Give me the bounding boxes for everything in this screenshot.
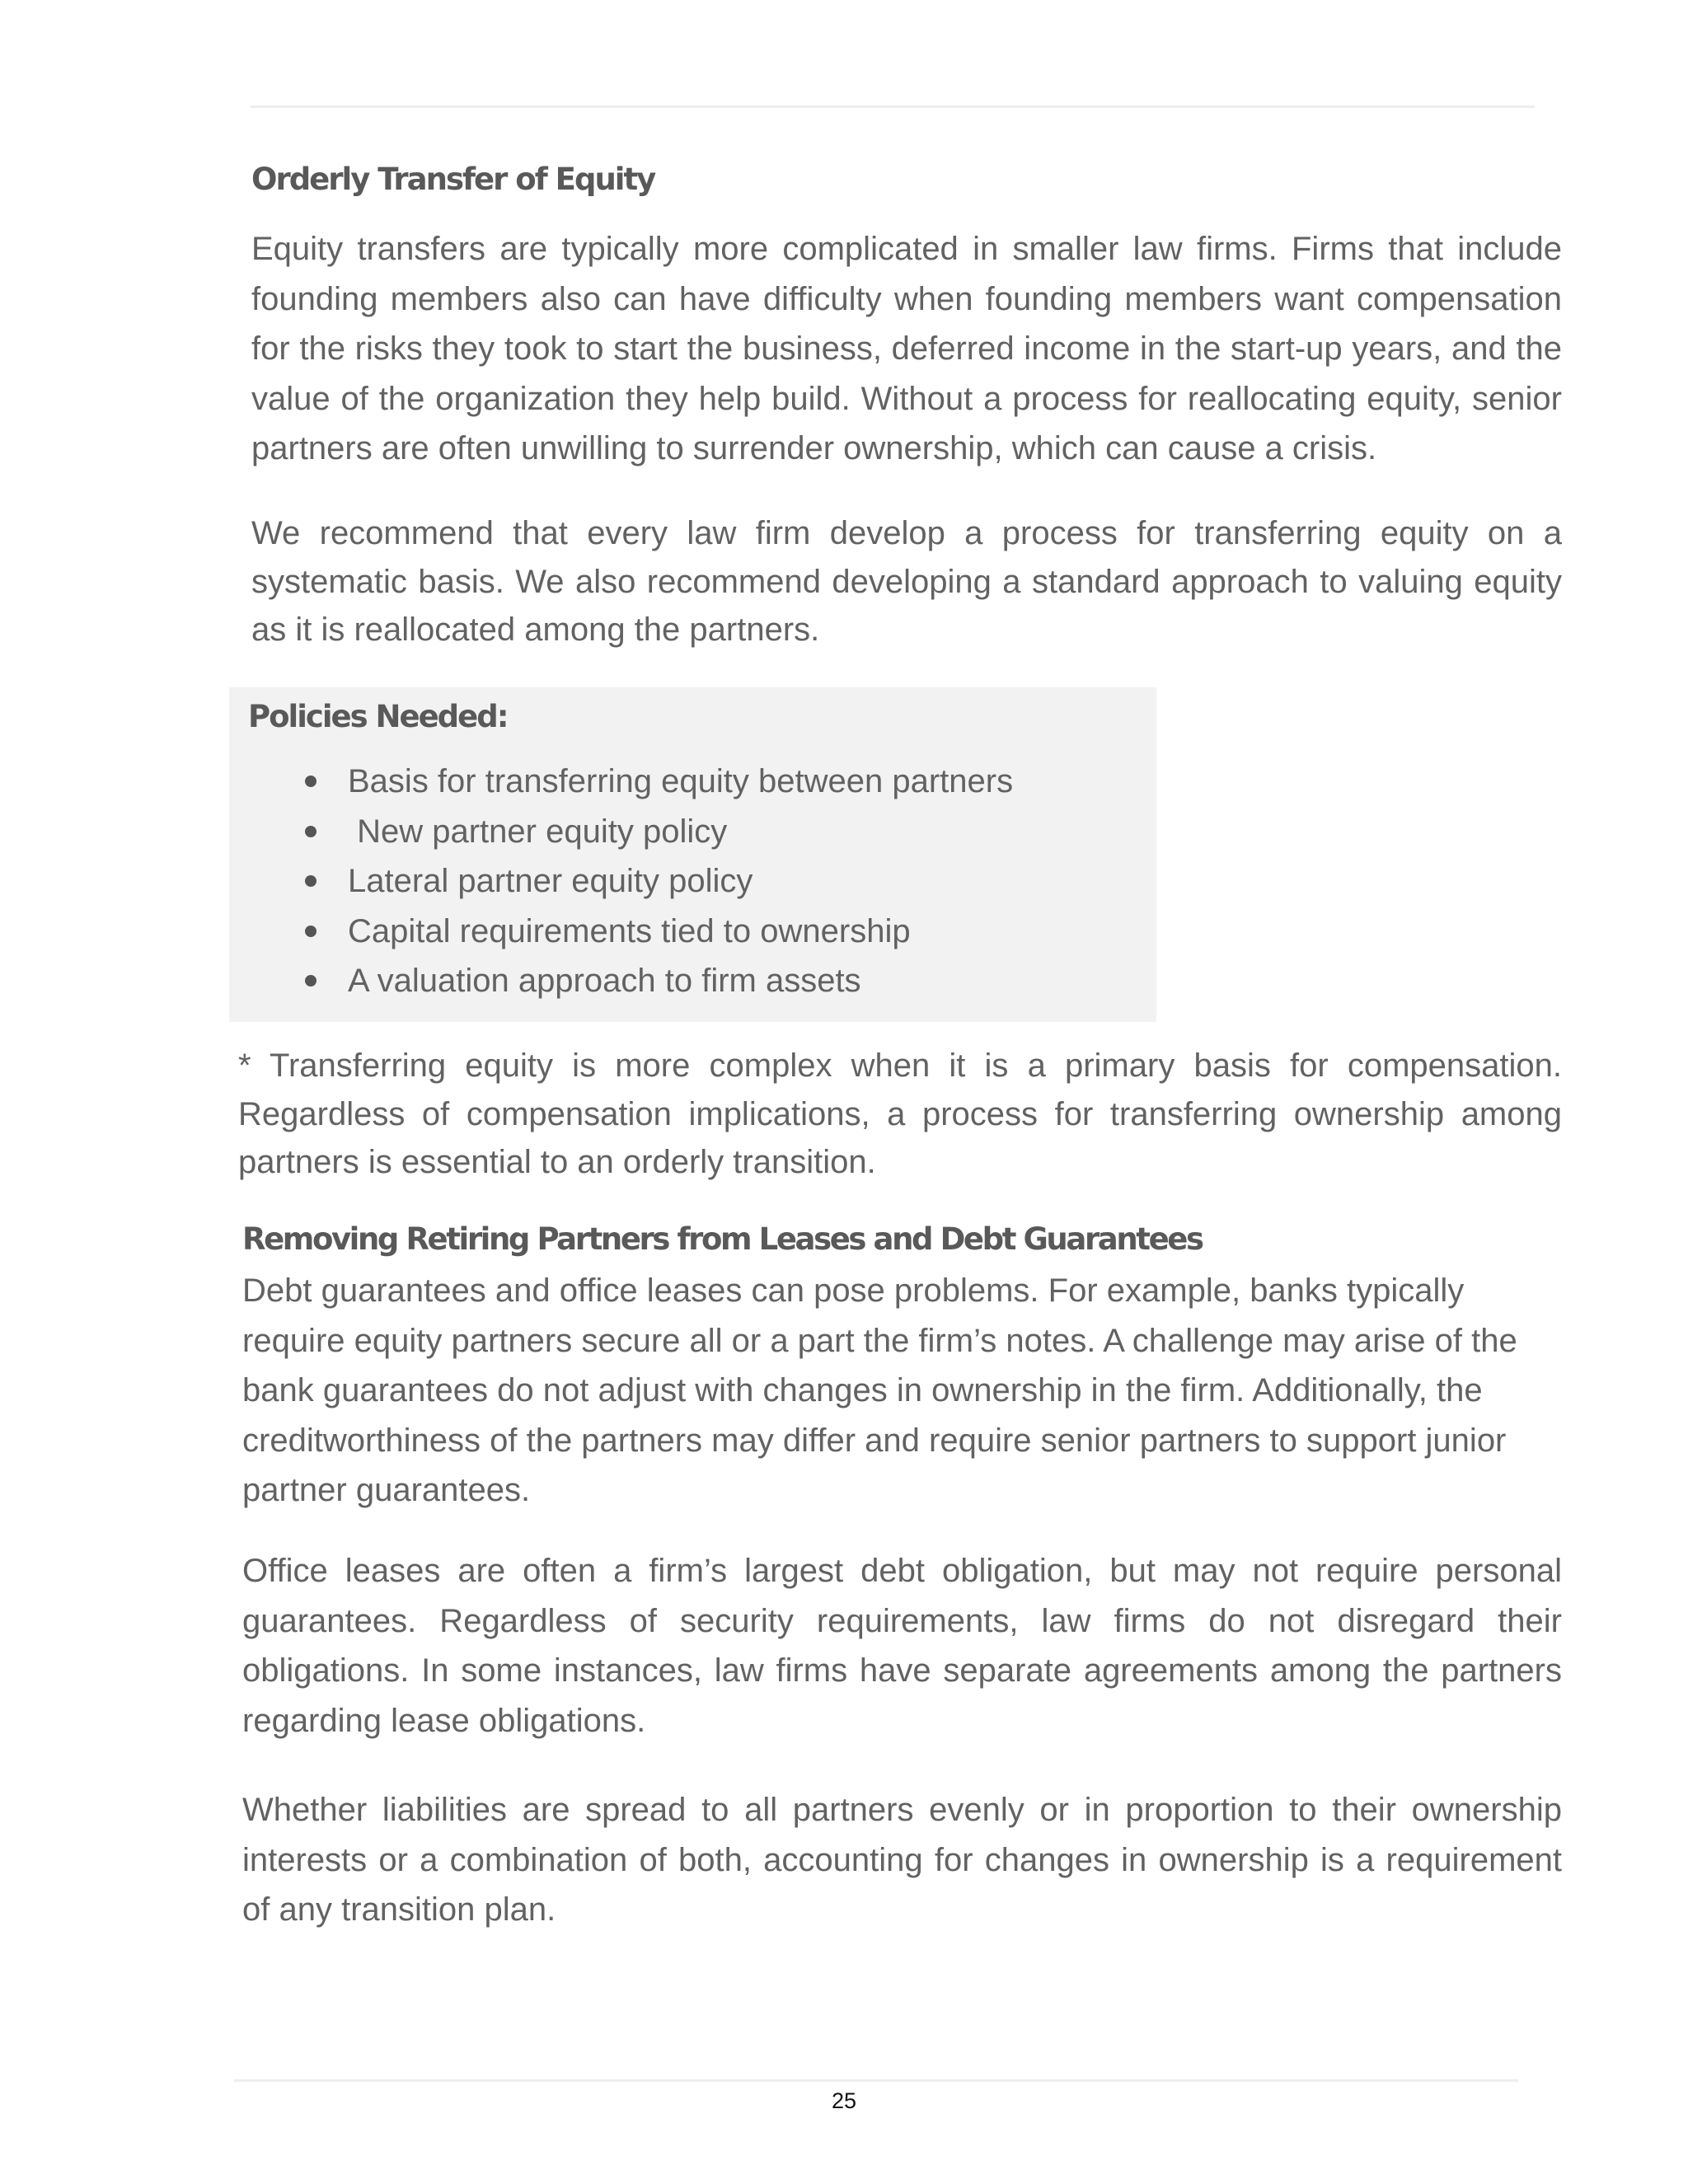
list-item [305,907,1013,957]
bullet-icon [305,826,316,837]
list-item-label: New partner equity policy [348,813,728,850]
paragraph-equity-transfers: Equity transfers are typically more complicated in smaller law firms. Firms that include founding members also can have difficulty when founding members want compensation for the risks they took to start the business, deferred income in the start-up years, and the value of the organization they help build. Without a process for reallocating equity, senior partners are often unwilling to surrender ownership, which can cause a crisis. [251,231,1562,466]
policies-list [305,757,1013,1006]
bullet-icon [305,975,316,987]
bullet-icon [305,875,316,887]
list-item-label: A valuation approach to firm assets [348,963,861,999]
list-item [305,757,1013,807]
bullet-icon [305,776,316,787]
section-heading-orderly-transfer: Orderly Transfer of Equity [251,162,655,197]
list-item [305,856,1013,907]
section-heading-removing-partners: Removing Retiring Partners from Leases and Debt Guarantees [242,1221,1203,1257]
footer-divider [234,2079,1518,2082]
list-item [305,956,1013,1006]
note-paragraph: * Transferring equity is more complex when it is a primary basis for compensation. Regardless of compensation implications, a process for transferring ownership among partners is essential to an orderly transition. [238,1047,1562,1180]
list-item-label: Basis for transferring equity between partners [348,763,1014,799]
policies-heading: Policies Needed: [248,699,508,734]
bullet-icon [305,926,316,937]
header-divider [251,105,1535,108]
list-item-label: Capital requirements tied to ownership [348,912,911,949]
paragraph-liabilities: Whether liabilities are spread to all partners evenly or in proportion to their ownership interests or a combination of both, accounting for changes in ownership is a requirement of any transition plan. [242,1792,1562,1928]
paragraph-debt-guarantees: Debt guarantees and office leases can pose problems. For example, banks typically require equity partners secure all or a part the firm’s notes. A challenge may arise of the bank guarantees do not adjust with changes in ownership in the firm. Additionally, the creditworthiness of the partners may differ and require senior partners to support junior partner guarantees. [242,1272,1517,1508]
list-item [305,807,1013,857]
list-item-label: Lateral partner equity policy [348,863,753,899]
page-number: 25 [831,2088,857,2113]
paragraph-office-leases: Office leases are often a firm’s largest debt obligation, but may not require personal guarantees. Regardless of security requirements, law firms do not disregard their obligations. In some instances, law firms have separate agreements among the partners regarding lease obligations. [242,1553,1562,1739]
paragraph-recommendation: We recommend that every law firm develop a process for transferring equity on a systematic basis. We also recommend developing a standard approach to valuing equity as it is reallocated among the partners. [251,515,1562,648]
